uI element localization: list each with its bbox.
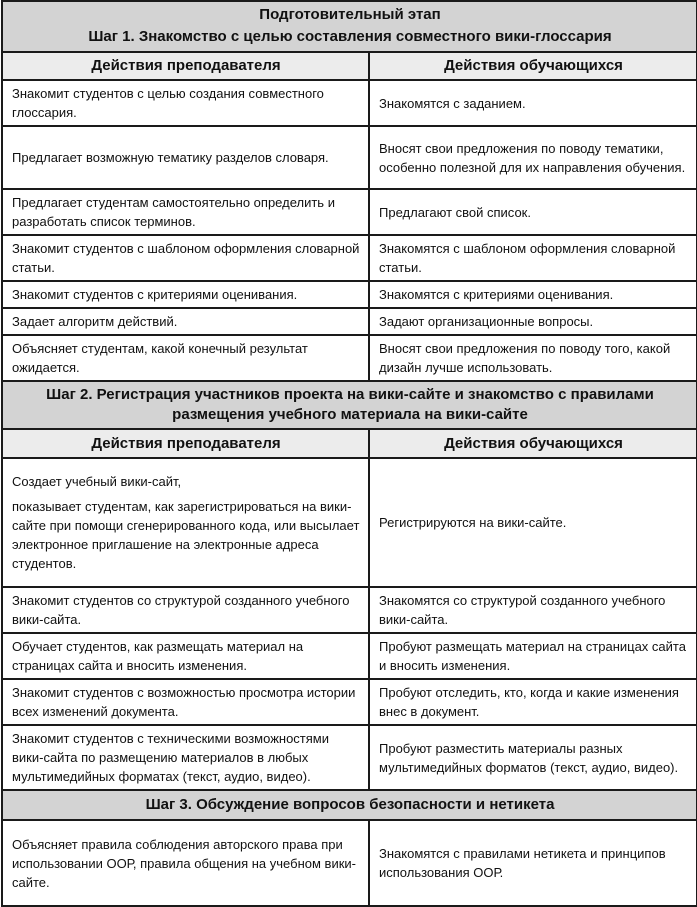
table-row bbox=[2, 308, 697, 335]
step2-title: Шаг 2. Регистрация участников проекта на вики-сайте и знакомство с правилами размещения учебного материала на вики-сайте bbox=[2, 381, 697, 429]
table-row bbox=[2, 633, 697, 679]
plan-table bbox=[1, 0, 697, 907]
step1-header-row bbox=[2, 52, 697, 80]
teacher-action: Знакомит студентов с целью создания совместного глоссария. bbox=[2, 80, 369, 126]
step2-title-row bbox=[2, 381, 697, 429]
table-row bbox=[2, 189, 697, 235]
teacher-action bbox=[2, 458, 369, 587]
students-action: Знакомятся с шаблоном оформления словарной статьи. bbox=[369, 235, 697, 281]
teacher-action: Предлагает возможную тематику разделов словаря. bbox=[2, 126, 369, 189]
teacher-action: Знакомит студентов с критериями оценивания. bbox=[2, 281, 369, 308]
table-row bbox=[2, 587, 697, 633]
students-action: Вносят свои предложения по поводу того, какой дизайн лучше использовать. bbox=[369, 335, 697, 381]
students-action: Знакомятся со структурой созданного учебного вики-сайта. bbox=[369, 587, 697, 633]
table-row bbox=[2, 80, 697, 126]
step3-title: Шаг 3. Обсуждение вопросов безопасности и нетикета bbox=[2, 790, 697, 820]
step1-title: Шаг 1. Знакомство с целью составления совместного вики-глоссария bbox=[2, 26, 697, 52]
teacher-action: Знакомит студентов с шаблоном оформления словарной статьи. bbox=[2, 235, 369, 281]
teacher-action: Обучает студентов, как размещать материал на страницах сайта и вносить изменения. bbox=[2, 633, 369, 679]
teacher-action: Знакомит студентов с возможностью просмотра истории всех изменений документа. bbox=[2, 679, 369, 725]
table-row bbox=[2, 725, 697, 790]
table-row bbox=[2, 679, 697, 725]
students-action: Задают организационные вопросы. bbox=[369, 308, 697, 335]
students-action: Знакомятся с правилами нетикета и принципов использования ООР. bbox=[369, 820, 697, 906]
teacher-action: Знакомит студентов с техническими возможностями вики-сайта по размещению материалов в любых мультимедийных форматах (текст, аудио, видео). bbox=[2, 725, 369, 790]
students-column-header: Действия обучающихся bbox=[369, 52, 697, 80]
students-action: Регистрируются на вики-сайте. bbox=[369, 458, 697, 587]
step2-header-row bbox=[2, 429, 697, 458]
students-action: Пробуют разместить материалы разных мультимедийных форматов (текст, аудио, видео). bbox=[369, 725, 697, 790]
table-row bbox=[2, 281, 697, 308]
table-row bbox=[2, 235, 697, 281]
teacher-action: Объясняет правила соблюдения авторского права при использовании ООР, правила общения на учебном вики-сайте. bbox=[2, 820, 369, 906]
teacher-action: Задает алгоритм действий. bbox=[2, 308, 369, 335]
students-action: Знакомятся с заданием. bbox=[369, 80, 697, 126]
students-column-header: Действия обучающихся bbox=[369, 429, 697, 458]
table-row bbox=[2, 335, 697, 381]
students-action: Знакомятся с критериями оценивания. bbox=[369, 281, 697, 308]
stage-title-row bbox=[2, 1, 697, 26]
table-row bbox=[2, 458, 697, 587]
teacher-column-header: Действия преподавателя bbox=[2, 429, 369, 458]
teacher-action-line: Создает учебный вики-сайт, bbox=[12, 474, 182, 489]
teacher-action: Объясняет студентам, какой конечный результат ожидается. bbox=[2, 335, 369, 381]
stage-title: Подготовительный этап bbox=[2, 1, 697, 26]
step1-title-row bbox=[2, 26, 697, 52]
step3-title-row bbox=[2, 790, 697, 820]
students-action: Пробуют размещать материал на страницах сайта и вносить изменения. bbox=[369, 633, 697, 679]
students-action: Вносят свои предложения по поводу тематики, особенно полезной для их направления обучения. bbox=[369, 126, 697, 189]
teacher-action: Знакомит студентов со структурой созданного учебного вики-сайта. bbox=[2, 587, 369, 633]
table-row bbox=[2, 820, 697, 906]
teacher-action-line: показывает студентам, как зарегистрироваться на вики-сайте при помощи сгенерированного кода, или высылает электронное приглашение на электронные адреса студентов. bbox=[12, 499, 360, 571]
teacher-column-header: Действия преподавателя bbox=[2, 52, 369, 80]
students-action: Пробуют отследить, кто, когда и какие изменения внес в документ. bbox=[369, 679, 697, 725]
table-row bbox=[2, 126, 697, 189]
teacher-action: Предлагает студентам самостоятельно определить и разработать список терминов. bbox=[2, 189, 369, 235]
students-action: Предлагают свой список. bbox=[369, 189, 697, 235]
